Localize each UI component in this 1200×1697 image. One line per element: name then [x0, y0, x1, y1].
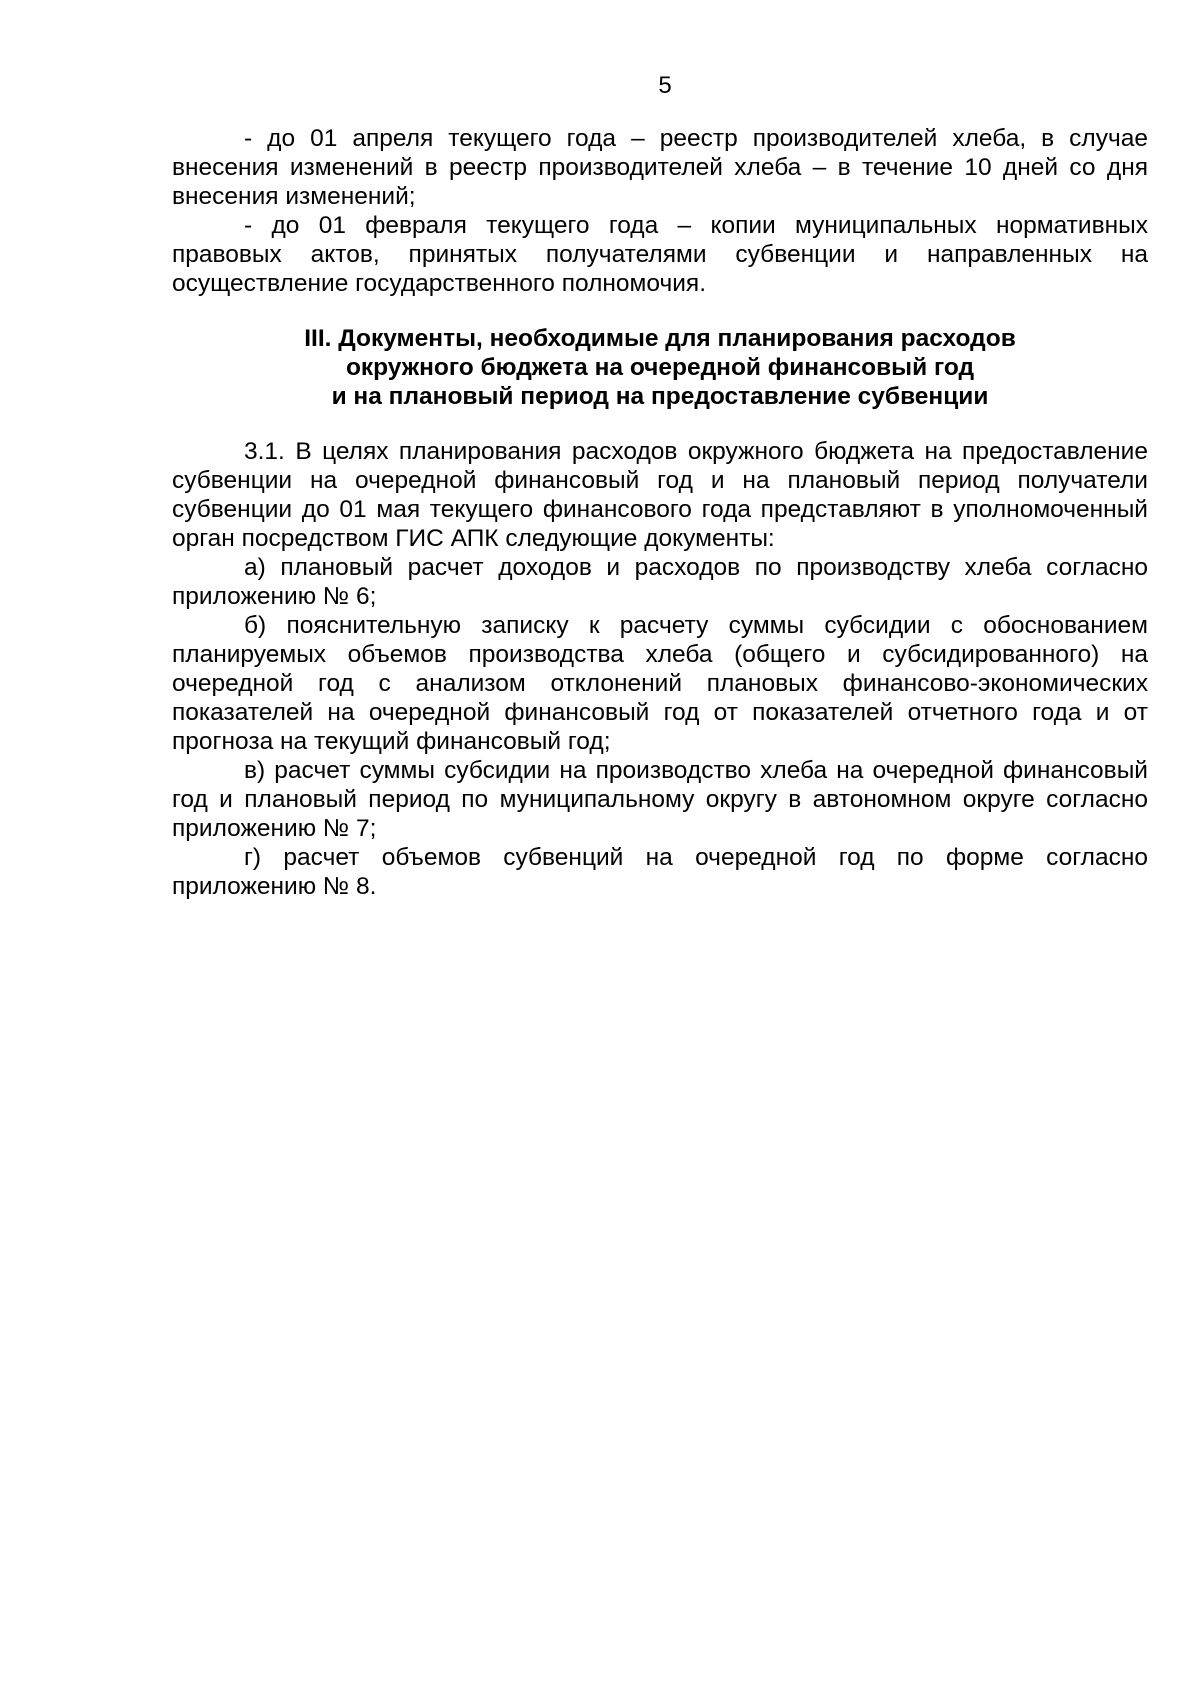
- list-item-v: в) расчет суммы субсидии на производство хлеба на очередной финансовый год и плановый период по муниципальному округу в автономном округе согласно приложению № 7;: [172, 757, 1148, 842]
- paragraph-3-1: 3.1. В целях планирования расходов окружного бюджета на предоставление субвенции на очередной финансовый год и на плановый период получатели субвенции до 01 мая текущего финансового года представляют в уполномоченный орган посредством ГИС АПК следующие документы:: [172, 438, 1148, 552]
- document-body: [172, 124, 1148, 901]
- section-heading-line-3: и на плановый период на предоставление субвенции: [331, 383, 989, 410]
- section-heading-line-2: окружного бюджета на очередной финансовый год: [345, 354, 975, 381]
- paragraph-legal-acts-deadline: - до 01 февраля текущего года – копии муниципальных нормативных правовых актов, принятых получателями субвенции и направленных на осуществление государственного полномочия.: [172, 212, 1148, 297]
- list-item-b: б) пояснительную записку к расчету суммы субсидии с обоснованием планируемых объемов производства хлеба (общего и субсидированного) на очередной год с анализом отклонений плановых финансово-экономических показателей на очередной финансовый год от показателей отчетного года и от прогноза на текущий финансовый год;: [172, 612, 1148, 755]
- section-heading-line-1: III. Документы, необходимые для планирования расходов: [304, 325, 1016, 352]
- section-heading: [172, 324, 1148, 411]
- paragraph-registry-deadline: - до 01 апреля текущего года – реестр производителей хлеба, в случае внесения изменений в реестр производителей хлеба – в течение 10 дней со дня внесения изменений;: [172, 125, 1148, 210]
- page-number: 5: [658, 72, 672, 99]
- list-item-g: г) расчет объемов субвенций на очередной год по форме согласно приложению № 8.: [172, 844, 1148, 900]
- list-item-a: а) плановый расчет доходов и расходов по производству хлеба согласно приложению № 6;: [172, 554, 1148, 610]
